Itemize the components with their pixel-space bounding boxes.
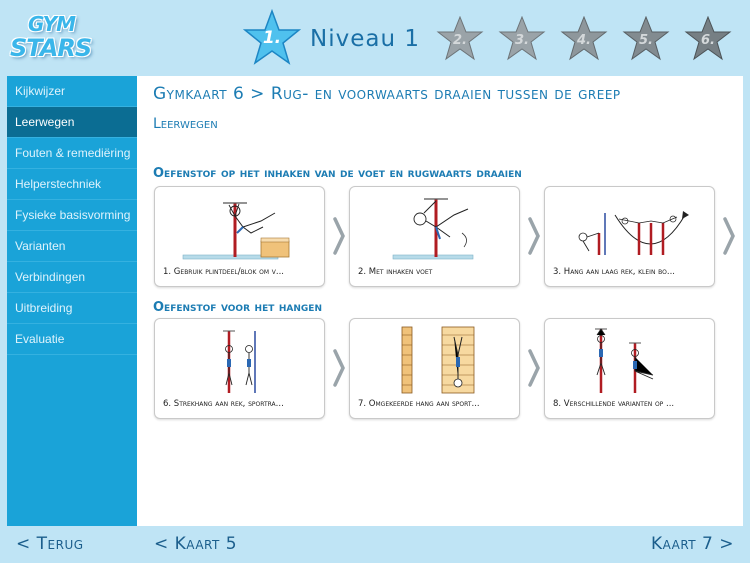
- main-content: [137, 76, 743, 526]
- level-title: Niveau 1: [310, 26, 420, 52]
- level-5-number: 5.: [639, 33, 653, 48]
- section-title-inhaken: Oefenstof op het inhaken van de voet en rugwaarts draaien: [153, 166, 522, 181]
- chevron-right-icon: [527, 216, 541, 256]
- level-6-number: 6.: [701, 33, 715, 48]
- exercise-tile-2[interactable]: [349, 186, 520, 287]
- chevron-right-icon: [332, 216, 346, 256]
- sidebar-item-fouten-remediering[interactable]: Fouten & remediëring: [7, 138, 137, 169]
- exercise-tile-8[interactable]: [544, 318, 715, 419]
- sidebar-item-evaluatie[interactable]: Evaluatie: [7, 324, 137, 355]
- sidebar-item-uitbreiding[interactable]: Uitbreiding: [7, 293, 137, 324]
- tile-caption: 1. Gebruik plintdeel/blok om v...: [163, 267, 284, 277]
- level-4-number: 4.: [577, 33, 591, 48]
- section-title-hangen: Oefenstof voor het hangen: [153, 300, 322, 315]
- level-4-star[interactable]: [560, 16, 608, 62]
- back-button[interactable]: < Terug: [16, 534, 84, 554]
- tile-caption: 3. Hang aan laag rek, klein bo...: [553, 267, 675, 277]
- sidebar-item-varianten[interactable]: Varianten: [7, 231, 137, 262]
- sidebar-item-kijkwijzer[interactable]: Kijkwijzer: [7, 76, 137, 107]
- level-2-number: 2.: [453, 33, 467, 48]
- exercise-illustration: [358, 193, 511, 263]
- level-1-number: 1.: [262, 28, 282, 48]
- header: [0, 0, 750, 76]
- level-5-star[interactable]: [622, 16, 670, 62]
- page-subtitle: Leerwegen: [153, 116, 218, 132]
- tile-caption: 6. Strekhang aan rek, sportra...: [163, 399, 284, 409]
- exercise-illustration: [553, 325, 706, 395]
- sidebar-item-leerwegen[interactable]: Leerwegen: [7, 107, 137, 138]
- tile-caption: 8. Verschillende varianten op ...: [553, 399, 675, 409]
- sidebar-item-helperstechniek[interactable]: Helperstechniek: [7, 169, 137, 200]
- logo-text-gym: GYM: [28, 12, 75, 36]
- level-1-star[interactable]: [243, 9, 301, 67]
- page-title: Gymkaart 6 > Rug- en voorwaarts draaien tussen de greep: [153, 84, 621, 104]
- level-3-number: 3.: [515, 33, 529, 48]
- gymstars-logo[interactable]: [6, 6, 98, 66]
- tile-caption: 2. Met inhaken voet: [358, 267, 433, 277]
- previous-card-button[interactable]: < Kaart 5: [154, 534, 238, 554]
- exercise-illustration: [358, 325, 511, 395]
- exercise-tile-7[interactable]: [349, 318, 520, 419]
- next-card-button[interactable]: Kaart 7 >: [650, 534, 734, 554]
- sidebar-item-verbindingen[interactable]: Verbindingen: [7, 262, 137, 293]
- level-2-star[interactable]: [436, 16, 484, 62]
- chevron-right-icon: [332, 348, 346, 388]
- exercise-illustration: [553, 193, 706, 263]
- chevron-right-icon: [722, 216, 736, 256]
- logo-text-stars: STARS: [10, 34, 92, 62]
- sidebar: [7, 76, 137, 526]
- exercise-tile-3[interactable]: [544, 186, 715, 287]
- tile-caption: 7. Omgekeerde hang aan sport...: [358, 399, 480, 409]
- chevron-right-icon: [527, 348, 541, 388]
- footer: [0, 526, 750, 563]
- exercise-illustration: [163, 193, 316, 263]
- level-3-star[interactable]: [498, 16, 546, 62]
- sidebar-item-fysieke-basisvorming[interactable]: Fysieke basisvorming: [7, 200, 137, 231]
- exercise-tile-6[interactable]: [154, 318, 325, 419]
- exercise-illustration: [163, 325, 316, 395]
- level-6-star[interactable]: [684, 16, 732, 62]
- exercise-tile-1[interactable]: [154, 186, 325, 287]
